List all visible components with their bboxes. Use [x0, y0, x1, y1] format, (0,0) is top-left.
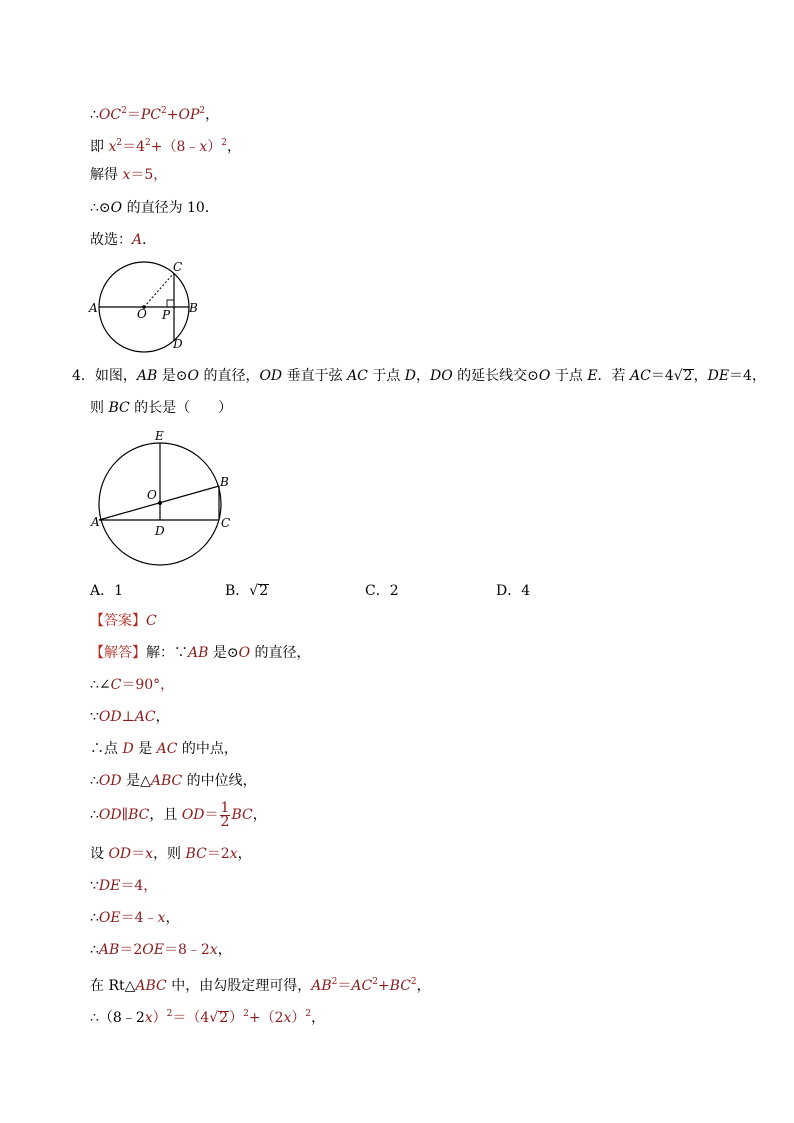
sup: 2: [116, 138, 123, 148]
text: ，: [155, 709, 170, 725]
denominator: 2: [220, 813, 230, 830]
math: DE: [707, 368, 730, 384]
text: ∴: [90, 107, 99, 123]
solution-line-6: [90, 845, 252, 863]
math: ⊥: [121, 709, 135, 725]
math: ＝2: [206, 846, 230, 862]
solution-label: 【解答】: [90, 645, 146, 661]
label-a: A: [91, 515, 100, 529]
math: OD: [181, 807, 205, 823]
math: ＝2: [119, 942, 143, 958]
math: x: [108, 139, 117, 155]
sqrt: √2: [209, 1010, 229, 1026]
math: ＝4，: [120, 878, 158, 894]
math: ＝: [126, 107, 141, 123]
text: ∴: [90, 773, 99, 789]
prev-line-4: [90, 199, 219, 217]
option-c[interactable]: [365, 580, 399, 600]
numerator: 1: [220, 799, 230, 816]
math: AC: [134, 709, 156, 725]
center-point: [158, 501, 162, 505]
text: 在 Rt△: [90, 978, 136, 994]
label-b: B: [220, 475, 229, 489]
math: ABC: [150, 773, 183, 789]
text: ，: [416, 978, 431, 994]
prev-line-2: [90, 134, 241, 156]
solution-line-11: [90, 1005, 325, 1027]
label-e: E: [155, 429, 164, 443]
text: 的直径，: [250, 645, 311, 661]
label-o: O: [137, 307, 147, 321]
math: OD: [259, 368, 283, 384]
math: x: [122, 167, 131, 183]
math: AB: [98, 942, 120, 958]
sup: 2: [145, 138, 151, 148]
sup: 2: [243, 1009, 249, 1019]
math: ＝4: [122, 139, 146, 155]
math: ）: [229, 1010, 244, 1026]
sup: 2: [161, 106, 167, 116]
math: AC: [156, 741, 178, 757]
sqrt: √2: [673, 368, 693, 384]
text: ∴: [90, 807, 99, 823]
sup: 2: [331, 977, 338, 987]
math: x: [209, 942, 218, 958]
text: 垂直于弦: [282, 368, 348, 384]
text: 解：∵: [146, 645, 188, 661]
solution-line-7: [90, 877, 157, 895]
math: x: [144, 1010, 153, 1026]
math: ）: [152, 1010, 167, 1026]
fraction-one-half: [220, 799, 231, 830]
text: ，: [205, 107, 220, 123]
text: ∴∠: [90, 677, 111, 693]
solution-line-10: [90, 973, 431, 995]
math: ＝: [131, 846, 146, 862]
text: ＝4，: [729, 368, 766, 384]
text: 解得: [90, 167, 118, 183]
answer-line: [90, 612, 157, 630]
math: AB: [311, 978, 332, 994]
math: +（2: [248, 1010, 284, 1026]
math: A: [132, 232, 143, 248]
text: 的中点，: [177, 741, 238, 757]
answer-value: C: [146, 613, 157, 629]
option-b-label: B．: [225, 583, 250, 599]
solution-line-5: [90, 800, 267, 830]
prev-line-1: [90, 102, 219, 124]
label-d: D: [173, 337, 183, 351]
label-a: A: [89, 301, 98, 315]
text: 于点: [367, 368, 405, 384]
math: ）: [291, 1010, 306, 1026]
text: 中，由勾股定理可得，: [166, 978, 312, 994]
math: O: [238, 645, 251, 661]
math: BC: [389, 978, 411, 994]
text: ，: [311, 1010, 326, 1026]
text: ，: [237, 846, 252, 862]
question-number: 4．: [72, 368, 95, 384]
text: 的延长线交⊙: [452, 368, 539, 384]
math: x: [145, 846, 154, 862]
option-d[interactable]: [496, 580, 530, 600]
solution-line-3: [90, 740, 238, 758]
math: O: [187, 368, 199, 384]
answer-label: 【答案】: [90, 613, 146, 629]
math: AC: [630, 368, 651, 384]
label-c: C: [173, 260, 183, 274]
math: AC: [351, 978, 373, 994]
math: BC: [128, 807, 150, 823]
circle-figure-2: [88, 424, 238, 569]
math: ABC: [135, 978, 167, 994]
circle-figure-1: [85, 258, 205, 354]
math: OD: [98, 709, 122, 725]
math: ＝: [204, 807, 219, 823]
math: ＝4﹣: [120, 910, 158, 926]
text: ，: [165, 910, 180, 926]
math: ）: [207, 139, 222, 155]
text: 则: [90, 400, 109, 416]
math: BC: [108, 400, 130, 416]
solution-line-9: [90, 941, 232, 959]
math: OC: [98, 107, 122, 123]
math: OD: [98, 807, 122, 823]
math: OE: [142, 942, 164, 958]
question-4-line-2: [90, 399, 232, 417]
text: ∴⊙: [90, 200, 111, 216]
text: ，则: [153, 846, 186, 862]
math: x: [157, 910, 166, 926]
math: AB: [188, 645, 209, 661]
math: AC: [347, 368, 368, 384]
text: ．若: [597, 368, 630, 384]
math: AB: [136, 368, 158, 384]
solution-line-1: [90, 676, 174, 694]
text: 设: [90, 846, 109, 862]
math: ＝5，: [130, 167, 168, 183]
math: BC: [185, 846, 207, 862]
text: 如图，: [94, 368, 137, 384]
label-p: P: [162, 308, 171, 322]
math: D: [122, 741, 134, 757]
solution-line-4: [90, 772, 257, 790]
math: D: [404, 368, 417, 384]
sup: 2: [166, 1009, 173, 1019]
text: ，且: [149, 807, 182, 823]
math: x: [283, 1010, 292, 1026]
option-d-label: D．4: [496, 583, 531, 599]
text: 是⊙: [208, 645, 239, 661]
math: BC: [231, 807, 253, 823]
text: 的中位线，: [182, 773, 257, 789]
option-a-label: A．1: [90, 583, 124, 599]
text: ，: [252, 807, 267, 823]
text: ．: [142, 232, 157, 248]
option-a[interactable]: [90, 580, 123, 600]
math: O: [538, 368, 551, 384]
prev-line-5: [90, 231, 156, 249]
text: ∵: [90, 709, 99, 725]
question-4-line-1: [72, 367, 766, 385]
radicand: 2: [259, 583, 269, 599]
text: ，: [227, 139, 242, 155]
label-d: D: [155, 524, 165, 538]
math: PC: [140, 107, 161, 123]
option-c-label: C．2: [365, 583, 399, 599]
text: 即: [90, 139, 104, 155]
math: OD: [108, 846, 132, 862]
math: ∥: [121, 807, 129, 823]
math: +: [166, 107, 179, 123]
radicand: 2: [219, 1010, 229, 1026]
text: 是: [133, 741, 157, 757]
math: x: [199, 139, 208, 155]
math: DO: [430, 368, 453, 384]
text: ，: [416, 368, 431, 384]
text: 故选：: [90, 232, 132, 248]
text: ∴: [90, 910, 99, 926]
text: ∴: [90, 942, 99, 958]
math: O: [110, 200, 123, 216]
option-b[interactable]: [225, 580, 269, 600]
text: ，: [217, 942, 232, 958]
solution-line-8: [90, 909, 179, 927]
math: ＝90°，: [121, 677, 175, 693]
text: ∴（8﹣2: [90, 1010, 145, 1026]
text: ∴点: [90, 741, 123, 757]
sup: 2: [199, 106, 206, 116]
right-angle-mark: [167, 300, 174, 307]
text: ＝4: [650, 368, 674, 384]
math: C: [110, 677, 122, 693]
text: 的长是（ ）: [129, 400, 233, 416]
sup: 2: [305, 1009, 312, 1019]
math: OD: [98, 773, 122, 789]
math: +（8﹣: [150, 139, 200, 155]
text: 是△: [121, 773, 151, 789]
label-o: O: [147, 488, 157, 502]
sup: 2: [121, 106, 127, 116]
math: OP: [178, 107, 200, 123]
sup: 2: [410, 977, 417, 987]
math: E: [587, 368, 598, 384]
radius-oc: [144, 273, 174, 307]
text: ，: [693, 368, 708, 384]
text: 的直径为 10．: [122, 200, 219, 216]
sup: 2: [221, 138, 228, 148]
sup: 2: [372, 977, 378, 987]
math: +: [377, 978, 390, 994]
math: OE: [98, 910, 121, 926]
solution-line-0: [90, 644, 311, 662]
radicand: 2: [683, 368, 693, 384]
label-b: B: [189, 301, 198, 315]
math: x: [229, 846, 238, 862]
text: ∵: [90, 878, 99, 894]
math: ＝8﹣2: [163, 942, 210, 958]
sqrt: √2: [249, 583, 269, 599]
text: 是⊙: [157, 368, 188, 384]
prev-line-3: [90, 166, 167, 184]
math: ＝: [337, 978, 352, 994]
label-c: C: [221, 516, 231, 530]
text: 于点: [550, 368, 588, 384]
text: 的直径，: [199, 368, 260, 384]
math: DE: [98, 878, 121, 894]
solution-line-2: [90, 708, 170, 726]
math: ＝（4: [172, 1010, 210, 1026]
